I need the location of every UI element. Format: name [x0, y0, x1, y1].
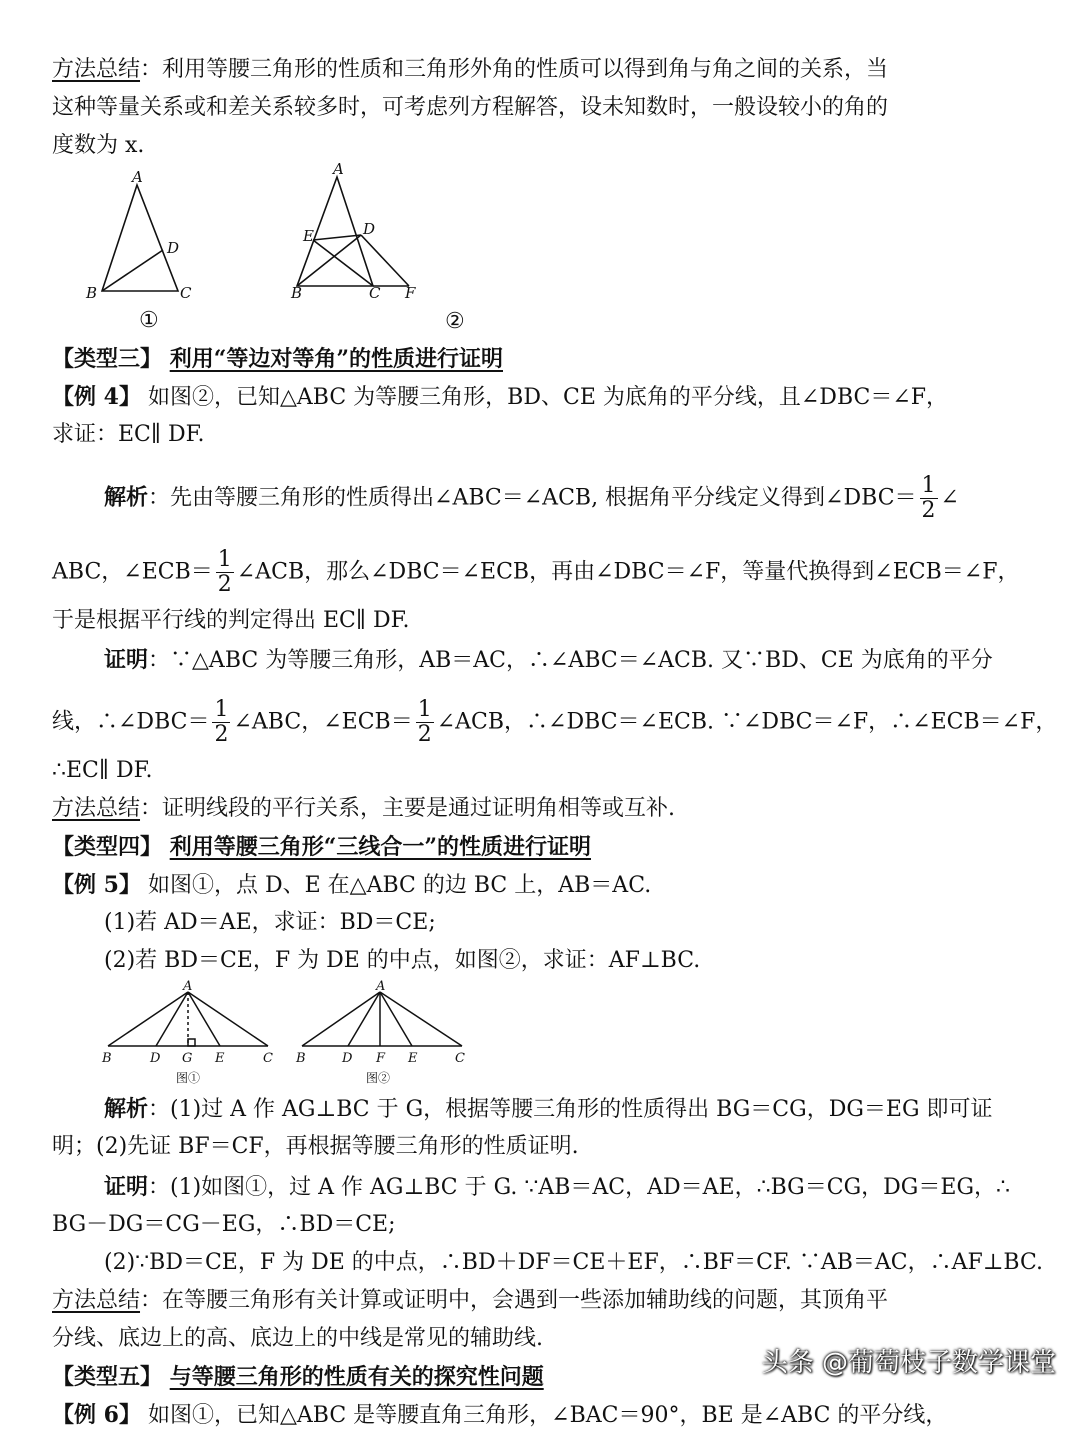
type3-heading: 【类型三】 利用“等边对等角”的性质进行证明: [52, 346, 503, 372]
figure-5-1: [98, 978, 288, 1090]
example4-line-2: 求证：EC∥ DF.: [52, 422, 205, 447]
summary-line-2: 这种等量关系或和差关系较多时，可考虑列方程解答，设未知数时，一般设较小的角的: [52, 95, 889, 120]
summary-line-3: 度数为 x.: [52, 133, 145, 158]
fig2-label-e: E: [303, 227, 314, 245]
fig5-1-label-d: D: [150, 1051, 161, 1066]
fig5-1-label-c: C: [263, 1051, 273, 1066]
fig1-caption: ①: [139, 308, 159, 333]
type4-heading: 【类型四】 利用等腰三角形“三线合一”的性质进行证明: [52, 834, 591, 860]
example6-line-1: 【例 6】 如图①，已知△ABC 是等腰直角三角形，∠BAC＝90°，BE 是∠ABC 的平分线，: [52, 1402, 948, 1428]
fig2-label-c: C: [369, 284, 381, 302]
fig5-1-label-e: E: [215, 1051, 225, 1066]
fig2-caption: ②: [445, 309, 465, 334]
watermark: 头条 @葡萄枝子数学课堂: [761, 1348, 1056, 1378]
fig1-label-a: A: [132, 168, 143, 186]
proof4-line-2: 线，∴∠DBC＝ $\frac{1}{2}$ ∠ABC，∠ECB＝ $\frac{1}{2}$ ∠ACB，∴∠DBC＝∠ECB. ∵∠DBC＝∠F，∴∠ECB＝∠F，: [52, 697, 1058, 747]
fig1-label-b: B: [86, 284, 98, 302]
fraction-half: $\frac{1}{2}$: [214, 697, 229, 747]
proof5-line-3: (2)∵BD＝CE，F 为 DE 的中点，∴BD＋DF＝CE＋EF，∴BF＝CF. ∵AB＝AC，∴AF⊥BC.: [104, 1250, 1044, 1275]
proof4-line-1: 证明：∵△ABC 为等腰三角形，AB＝AC，∴∠ABC＝∠ACB. 又∵BD、CE 为底角的平分: [104, 647, 993, 673]
analysis4-line-3: 于是根据平行线的判定得出 EC∥ DF.: [52, 608, 410, 633]
fig5-1-label-b: B: [102, 1051, 112, 1066]
fraction-half: $\frac{1}{2}$: [217, 547, 232, 597]
analysis5-line-1: 解析：(1)过 A 作 AG⊥BC 于 G，根据等腰三角形的性质得出 BG＝CG，DG＝EG 即可证: [104, 1096, 993, 1122]
figure-5-2: [292, 978, 482, 1090]
fig5-2-label-d: D: [342, 1051, 353, 1066]
fig5-1-label-g: G: [182, 1051, 193, 1066]
fig5-2-label-f: F: [376, 1051, 386, 1066]
fig1-label-d: D: [167, 239, 180, 257]
analysis4-line-1: 解析：先由等腰三角形的性质得出∠ABC＝∠ACB, 根据角平分线定义得到∠DBC＝ $\frac{1}{2}$ ∠: [104, 473, 959, 523]
fig5-2-caption: 图②: [366, 1071, 391, 1085]
fig2-label-b: B: [291, 284, 303, 302]
fig1-label-c: C: [180, 284, 192, 302]
example5-line-1: 【例 5】 如图①，点 D、E 在△ABC 的边 BC 上，AB＝AC.: [52, 872, 652, 898]
analysis4-line-2: ABC，∠ECB＝ $\frac{1}{2}$ ∠ACB，那么∠DBC＝∠ECB，再由∠DBC＝∠F，等量代换得到∠ECB＝∠F，: [52, 547, 1020, 597]
summary3-line-1: 方法总结：在等腰三角形有关计算或证明中，会遇到一些添加辅助线的问题，其顶角平: [52, 1288, 889, 1313]
figure-1-triangle: [80, 165, 220, 335]
figure-2-triangle: [285, 160, 485, 340]
fraction-half: $\frac{1}{2}$: [417, 697, 432, 747]
fig5-1-caption: 图①: [176, 1071, 201, 1085]
type5-heading: 【类型五】 与等腰三角形的性质有关的探究性问题: [52, 1364, 544, 1390]
proof4-line-3: ∴EC∥ DF.: [52, 758, 153, 783]
fig2-label-d: D: [363, 220, 376, 238]
proof5-line-1: 证明：(1)如图①，过 A 作 AG⊥BC 于 G. ∵AB＝AC，AD＝AE，∴BG＝CG，DG＝EG，∴: [104, 1174, 1011, 1200]
fraction-half: $\frac{1}{2}$: [921, 473, 936, 523]
proof5-line-2: BG－DG＝CG－EG，∴BD＝CE;: [52, 1212, 396, 1237]
fig5-1-label-a: A: [183, 979, 193, 994]
analysis5-line-2: 明；(2)先证 BF＝CF，再根据等腰三角形的性质证明.: [52, 1134, 579, 1159]
fig2-label-f: F: [405, 284, 416, 302]
summary-line-1: 方法总结：利用等腰三角形的性质和三角形外角的性质可以得到角与角之间的关系，当: [52, 57, 889, 82]
method-summary-label: 方法总结: [52, 57, 141, 82]
fig5-2-label-b: B: [296, 1051, 306, 1066]
fig5-2-label-c: C: [455, 1051, 465, 1066]
example5-line-2: (1)若 AD＝AE，求证：BD＝CE;: [104, 910, 436, 935]
example4-line-1: 【例 4】 如图②，已知△ABC 为等腰三角形，BD、CE 为底角的平分线，且∠DBC＝∠F，: [52, 384, 949, 410]
fig5-2-label-e: E: [408, 1051, 418, 1066]
fig5-2-label-a: A: [376, 979, 386, 994]
summary3-line-2: 分线、底边上的高、底边上的中线是常见的辅助线.: [52, 1326, 543, 1351]
summary2-line: 方法总结：证明线段的平行关系，主要是通过证明角相等或互补.: [52, 796, 676, 821]
example5-line-3: (2)若 BD＝CE，F 为 DE 的中点，如图②，求证：AF⊥BC.: [104, 948, 701, 973]
fig2-label-a: A: [333, 160, 344, 178]
